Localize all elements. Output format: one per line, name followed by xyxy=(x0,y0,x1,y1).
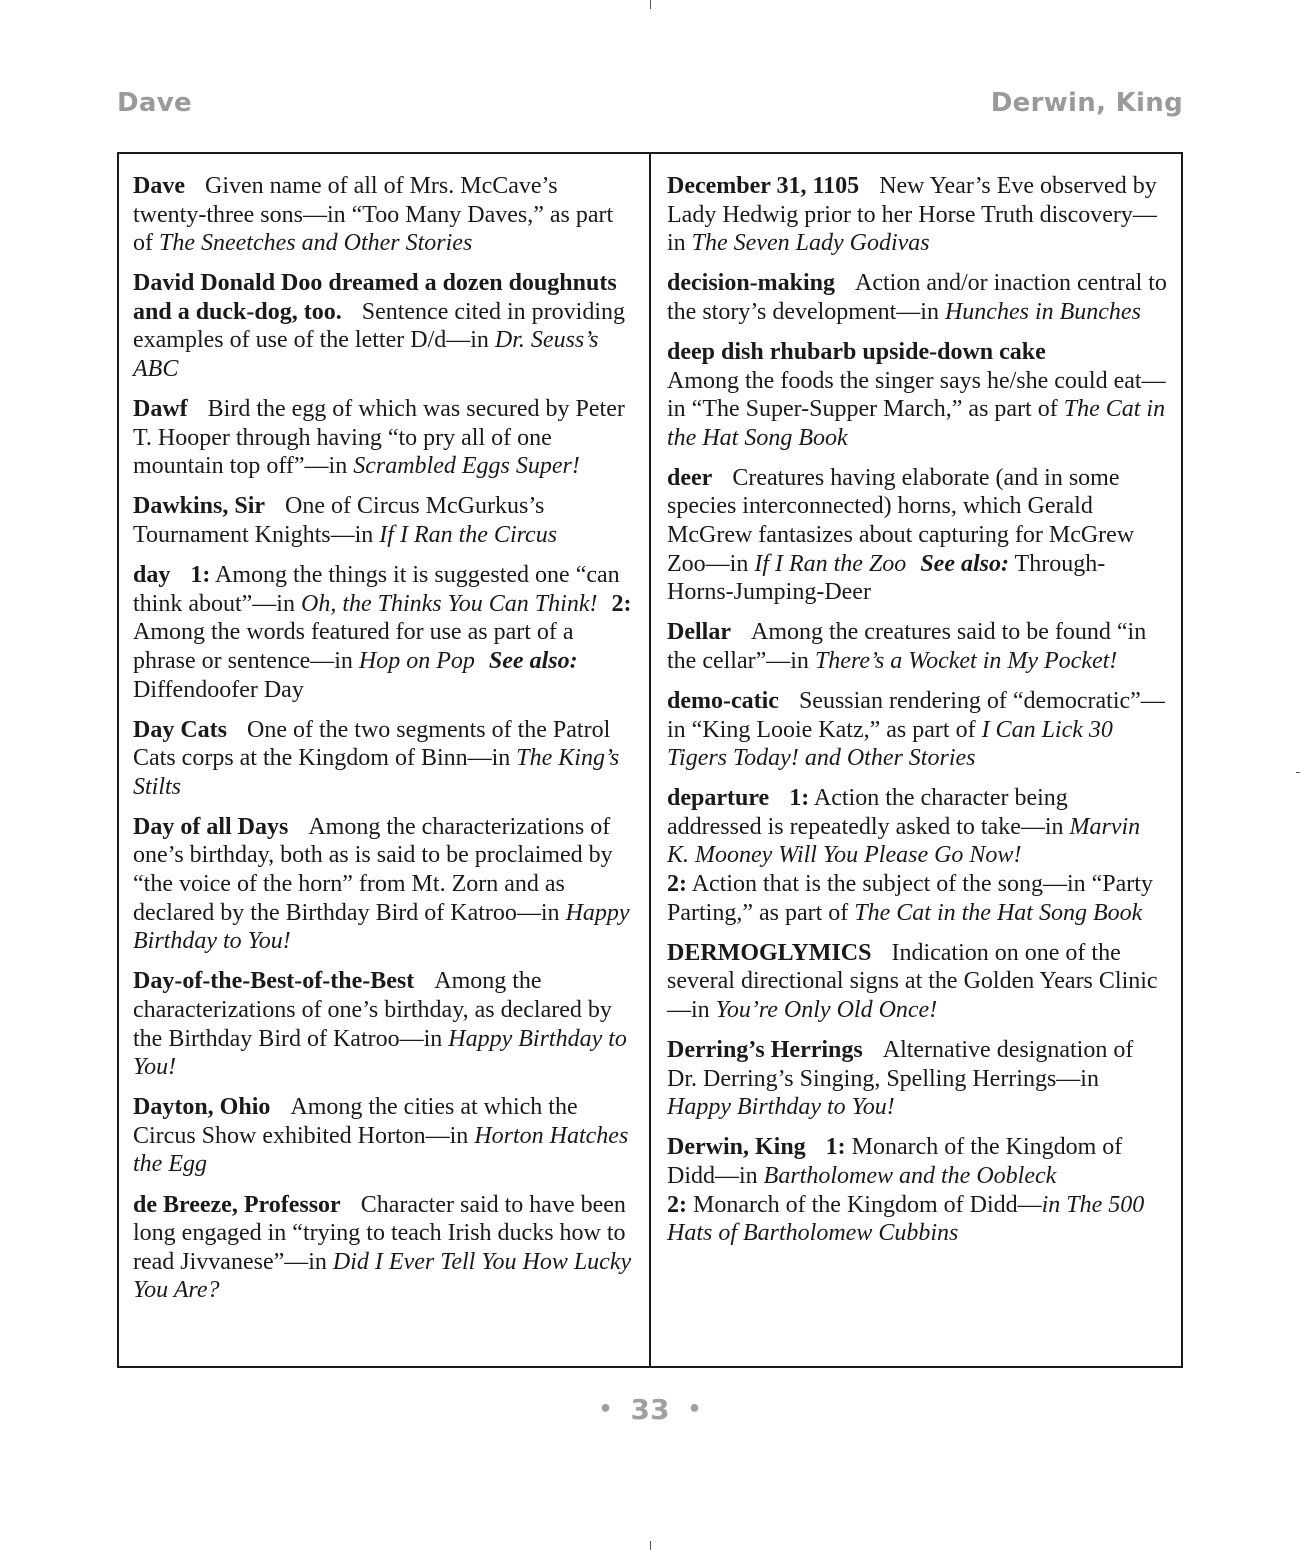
footer-bullet-right: • xyxy=(687,1397,702,1422)
running-head-right: Derwin, King xyxy=(990,88,1183,118)
crop-mark-top xyxy=(650,0,651,9)
entry-definition: Given name of all of Mrs. McCave’s twenty-three sons—in “Too Many Daves,” as part of xyxy=(133,173,614,257)
left-column xyxy=(133,172,633,1316)
entry-definition: One of Circus McGurkus’s Tournament Knights—in xyxy=(133,493,545,549)
entry-definition: Among the things it is suggested one “can think about”—in xyxy=(133,562,620,617)
entry-source-title: Marvin K. Mooney Will You Please Go Now! xyxy=(667,813,1141,869)
entry-source-title: The King’s Stilts xyxy=(133,745,620,800)
entry-source-title: Horton Hatches the Egg xyxy=(133,1122,629,1178)
entry-definition: Among the characterizations of one’s birthday, both as is said to be proclaimed by “the voice of the horn” from Mt. Zorn and as declared by the Birthday Bird of Katroo—in xyxy=(133,813,613,926)
entry-source-title: Bartholomew and the Oobleck xyxy=(763,1162,1057,1189)
entry-source-title: The Cat in the Hat Song Book xyxy=(667,396,1166,451)
entry-definition: Monarch of the Kingdom of Didd— xyxy=(693,1191,1042,1218)
entry-definition: Among the creatures said to be found “in the cellar”—in xyxy=(667,619,1147,674)
entry-source-title: If I Ran the Circus xyxy=(379,522,558,549)
dictionary-entry xyxy=(133,716,633,802)
entry-definition: Creatures having elaborate (and in some species interconnected) horns, which Gerald McGrew fantasizes about capturing for McGrew Zoo—in xyxy=(667,464,1135,577)
dictionary-entry xyxy=(667,464,1167,607)
entry-source-title: Scrambled Eggs Super! xyxy=(353,453,580,480)
entry-headword: demo-catic xyxy=(667,688,779,714)
entry-definition: Sentence cited in providing examples of use of the letter D/d—in xyxy=(133,298,625,354)
entry-headword: Day of all Days xyxy=(133,813,289,840)
entry-source-title: Oh, the Thinks You Can Think! xyxy=(300,590,598,617)
footer-bullet-left: • xyxy=(598,1397,613,1422)
sense-number: 2: xyxy=(611,590,632,617)
entry-definition: Alternative designation of Dr. Derring’s Singing, Spelling Herrings—in xyxy=(667,1037,1134,1092)
crop-mark-bottom xyxy=(650,1541,651,1550)
entry-definition: Action and/or inaction central to the story’s development—in xyxy=(667,270,1167,325)
dictionary-entry xyxy=(133,395,633,481)
dictionary-entry xyxy=(133,492,633,549)
entry-source-title: in The 500 Hats of Bartholomew Cubbins xyxy=(667,1191,1145,1247)
sense-number: 1: xyxy=(190,562,211,589)
see-also-label: See also: xyxy=(920,550,1009,577)
entry-source-title: There’s a Wocket in My Pocket! xyxy=(814,647,1118,674)
entry-headword: Derring’s Herrings xyxy=(667,1037,863,1064)
dictionary-entry xyxy=(133,813,633,956)
dictionary-entry xyxy=(133,1191,633,1305)
entry-headword: deep dish rhubarb upside-down cake xyxy=(667,338,1046,365)
entry-definition: Action the character being addressed is repeatedly asked to take—in xyxy=(667,785,1070,840)
entry-headword: David Donald Doo dreamed a dozen doughnuts and a duck-dog, too. xyxy=(133,270,617,325)
entry-headword: Dayton, Ohio xyxy=(133,1094,271,1121)
dictionary-entry xyxy=(133,561,633,704)
entry-definition: One of the two segments of the Patrol Cats corps at the Kingdom of Binn—in xyxy=(133,716,611,772)
entry-headword: Derwin, King xyxy=(667,1134,806,1161)
sense-number: 2: xyxy=(667,1191,687,1218)
right-column xyxy=(667,172,1167,1259)
entry-definition: New Year’s Eve observed by Lady Hedwig prior to her Horse Truth discovery—in xyxy=(667,173,1157,257)
entry-source-title: Hunches in Bunches xyxy=(944,298,1141,325)
page-footer xyxy=(0,1393,1300,1426)
entry-definition: Among the characterizations of one’s birthday, as declared by the Birthday Bird of Katroo—in xyxy=(133,968,612,1052)
dictionary-entry xyxy=(133,1093,633,1179)
dictionary-entry xyxy=(667,269,1167,326)
entry-source-title: The Sneetches and Other Stories xyxy=(159,230,473,257)
dictionary-entry xyxy=(667,338,1167,452)
sense-number: 1: xyxy=(789,785,810,812)
entry-definition: Among the cities at which the Circus Show exhibited Horton—in xyxy=(133,1094,578,1149)
entry-headword: Dave xyxy=(133,173,185,199)
entry-headword: Day-of-the-Best-of-the-Best xyxy=(133,968,415,995)
entry-headword: Day Cats xyxy=(133,716,227,743)
entry-source-title: Happy Birthday to You! xyxy=(667,1094,895,1121)
dictionary-entry xyxy=(667,618,1167,675)
see-also-label: See also: xyxy=(488,647,578,674)
entry-source-title: The Cat in the Hat Song Book xyxy=(854,899,1143,926)
entry-source-title: You’re Only Old Once! xyxy=(715,996,938,1023)
entry-headword: DERMOGLYMICS xyxy=(667,939,872,966)
entry-definition: Action that is the subject of the song—in “Party Parting,” as part of xyxy=(667,871,1153,926)
dictionary-entry xyxy=(667,939,1167,1025)
dictionary-entry xyxy=(133,269,633,383)
sense-number: 2: xyxy=(667,871,687,898)
see-also-target: Diffendoofer Day xyxy=(133,676,304,703)
entry-headword: Dawf xyxy=(133,396,188,423)
entry-source-title: Hop on Pop xyxy=(358,647,475,674)
entry-source-title: Dr. Seuss’s ABC xyxy=(133,327,599,383)
page-number: 33 xyxy=(630,1393,670,1426)
entry-headword: de Breeze, Professor xyxy=(133,1191,341,1218)
dictionary-entry xyxy=(133,172,633,258)
dictionary-entry xyxy=(667,784,1167,927)
entry-definition: Among the words featured for use as part of a phrase or sentence—in xyxy=(133,619,574,674)
dictionary-entry xyxy=(667,1133,1167,1247)
entry-definition: Among the foods the singer says he/she could eat—in “The Super-Supper March,” as part of xyxy=(667,367,1166,423)
dictionary-entry xyxy=(667,172,1167,258)
entry-source-title: If I Ran the Zoo xyxy=(754,550,907,577)
entry-definition: Character said to have been long engaged in “trying to teach Irish ducks how to read Jivvanese”—in xyxy=(133,1191,626,1275)
entry-headword: decision-making xyxy=(667,270,836,297)
entry-source-title: Happy Birthday to You! xyxy=(133,899,630,955)
dictionary-entry xyxy=(667,687,1167,773)
entry-source-title: The Seven Lady Godivas xyxy=(691,230,930,257)
crop-mark-right xyxy=(1296,772,1300,773)
dictionary-entry xyxy=(667,1036,1167,1122)
entry-definition: Indication on one of the several directional signs at the Golden Years Clinic—in xyxy=(667,939,1158,1023)
running-head-left: Dave xyxy=(117,88,192,118)
entry-headword: day xyxy=(133,562,171,589)
column-divider xyxy=(649,152,651,1368)
entry-headword: Dellar xyxy=(667,619,731,646)
dictionary-entry xyxy=(133,967,633,1081)
entry-headword: December 31, 1105 xyxy=(667,173,860,199)
entry-definition: Seussian rendering of “democratic”—in “King Looie Katz,” as part of xyxy=(667,688,1165,743)
entry-headword: deer xyxy=(667,464,713,491)
entry-source-title: I Can Lick 30 Tigers Today! and Other Stories xyxy=(667,716,1113,772)
entry-definition: Monarch of the Kingdom of Didd—in xyxy=(667,1134,1123,1189)
entry-headword: departure xyxy=(667,785,770,812)
sense-number: 1: xyxy=(825,1134,846,1161)
entry-source-title: Happy Birthday to You! xyxy=(133,1025,627,1081)
entry-headword: Dawkins, Sir xyxy=(133,493,266,520)
entry-definition: Bird the egg of which was secured by Peter T. Hooper through having “to pry all of one mountain top off”—in xyxy=(133,396,625,480)
see-also-target: Through-Horns-Jumping-Deer xyxy=(667,550,1106,606)
entry-source-title: Did I Ever Tell You How Lucky You Are? xyxy=(133,1248,632,1304)
